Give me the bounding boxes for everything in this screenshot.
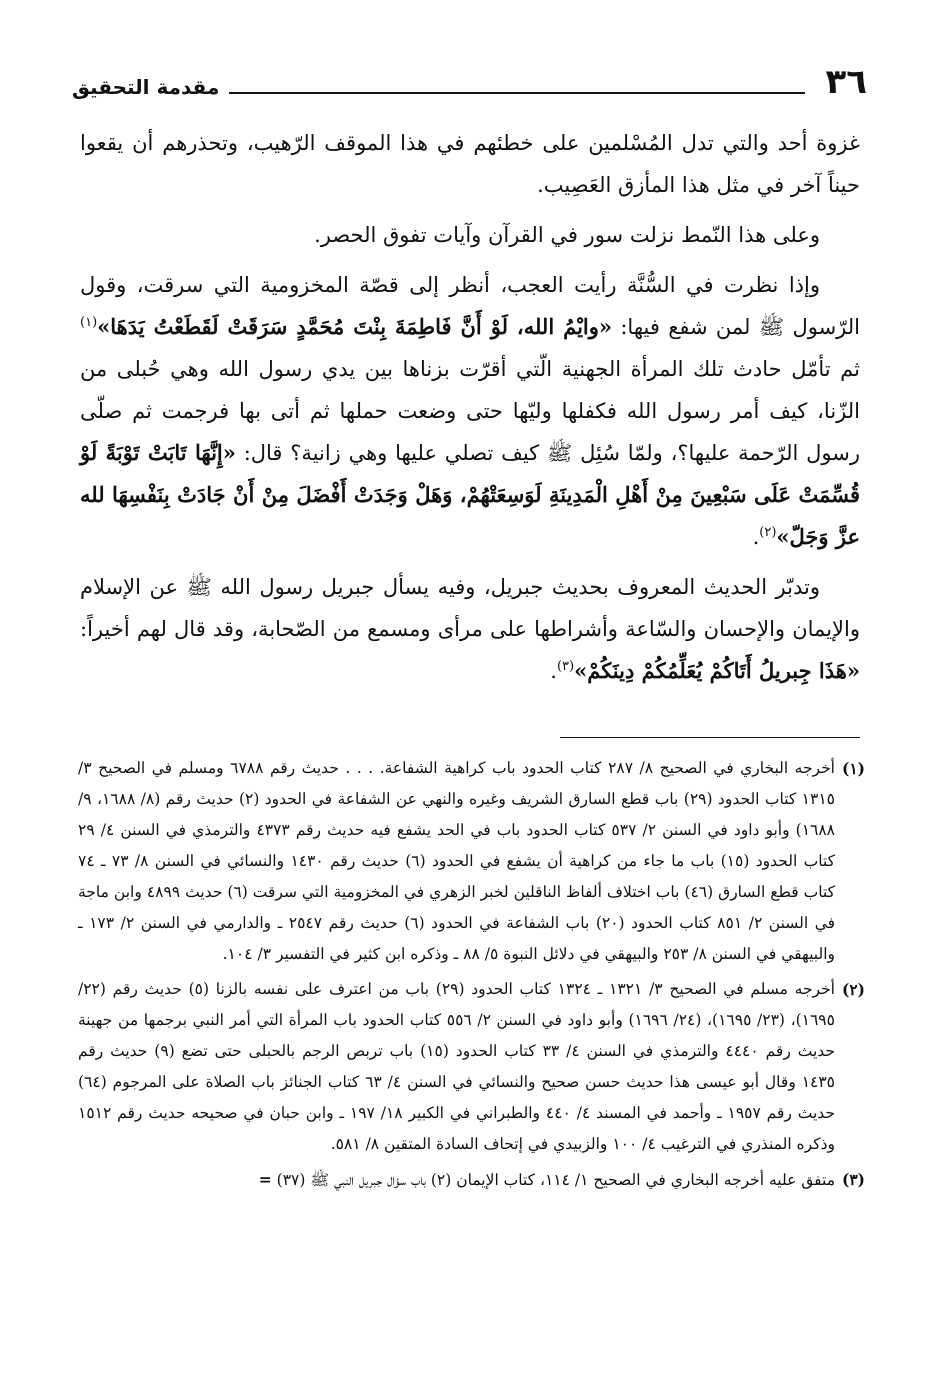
paragraph-4-end: . [550, 659, 557, 683]
header-rule [229, 92, 805, 94]
hadith-quote-3: «هَذَا جِبريلُ أَتَاكُمْ يُعَلِّمُكُمْ دِينَكُمْ» [574, 658, 860, 683]
paragraph-4 [80, 566, 860, 692]
running-title: مقدمة التحقيق [72, 75, 220, 99]
paragraph-3 [80, 264, 860, 558]
footnote-separator [560, 737, 860, 738]
footnote-2 [78, 974, 865, 1160]
footnote-text: أخرجه البخاري في الصحيح ٨/ ٢٨٧ كتاب الحدود باب كراهية الشفاعة. . . . حديث رقم ٦٧٨٨ ومسلم في الصحيح ٣/ ١٣١٥ كتاب الحدود (٢٩) باب قطع السارق الشريف وغيره والنهي عن الشفاعة في الحدود (٢) حديث رقم (٨/ ١٦٨٨، ٩/ ١٦٨٨) وأبو داود في السنن ٢/ ٥٣٧ كتاب الحدود باب في الحد يشفع فيه حديث رقم ٤٣٧٣ والترمذي في السنن ٤/ ٢٩ كتاب الحدود (١٥) باب ما جاء من كراهية أن يشفع في الحدود (٦) حديث رقم ١٤٣٠ والنسائي في السنن ٨/ ٧٣ ـ ٧٤ كتاب قطع السارق (٤٦) باب اختلاف ألفاظ الناقلين لخبر الزهري في المخزومية التي سرقت (٦) حديث ٤٨٩٩ وابن ماجة في السنن ٢/ ٨٥١ كتاب الحدود (٢٠) باب الشفاعة في الحدود (٦) حديث رقم ٢٥٤٧ ـ والدارمي في السنن ٢/ ١٧٣ ـ والبيهقي في السنن ٨/ ٢٥٣ والبيهقي في دلائل النبوة ٥/ ٨٨ ـ وذكره ابن كثير في التفسير ٣/ ١٠٤. [78, 759, 836, 963]
footnotes [78, 753, 865, 1200]
hadith-quote-2: «إِنَّهَا تَابَتْ تَوْبَةً لَوْ قُسِّمَتْ عَلَى سَبْعِينَ مِنْ أَهْلِ الْمَدِينَةِ لَوَسِعَتْهُمْ، وَهَلْ وَجَدَتْ أَفْضَلَ مِنْ أَنْ جَادَتْ بِنَفْسِهَا لله عزَّ وَجَلّ» [80, 440, 860, 549]
paragraph-4-text-a: وتدبّر الحديث المعروف بحديث جبريل، وفيه يسأل جبريل رسول الله ﷺ عن الإسلام والإيمان والإحسان والسّاعة وأشراطها على مرأى ومسمع من الصّحابة، وقد قال لهم أخيراً: [80, 575, 860, 641]
footnote-ref-3: (٣) [556, 659, 575, 674]
footnote-text: متفق عليه أخرجه البخاري في الصحيح ١/ ١١٤، كتاب الإيمان (٢) باب سؤال جبريل النبي ﷺ (٣٧) [276, 1171, 835, 1189]
footnote-number: (٣) [841, 1170, 865, 1189]
footnote-3 [78, 1164, 865, 1196]
footnote-ref-1: (١) [80, 315, 98, 330]
footnote-number: (٢) [841, 980, 865, 999]
page-header [72, 56, 867, 102]
footnote-number: (١) [841, 759, 865, 778]
footnote-text: أخرجه مسلم في الصحيح ٣/ ١٣٢١ ـ ١٣٢٤ كتاب الحدود (٢٩) باب من اعترف على نفسه بالزنا (٥) حديث رقم (٢٢/ ١٦٩٥)، (٢٣/ ١٦٩٥)، (٢٤/ ١٦٩٦) وأبو داود في السنن ٢/ ٥٥٦ كتاب الحدود باب المرأة التي أمر النبي برجمها من جهينة حديث رقم ٤٤٤٠ والترمذي في السنن ٤/ ٣٣ كتاب الحدود (١٥) باب تربص الرجم بالحبلى حتى تضع (٩) حديث رقم ١٤٣٥ وقال أبو عيسى هذا حديث حسن صحيح والنسائي في السنن ٤/ ٦٣ كتاب الجنائز باب الصلاة على المرجوم (٦٤) حديث رقم ١٩٥٧ ـ وأحمد في المسند ٤/ ٤٤٠ والطبراني في الكبير ١٨/ ١٩٧ ـ وابن حبان في صحيحه حديث رقم ١٥١٢ وذكره المنذري في الترغيب ٤/ ١٠٠ والزبيدي في إتحاف السادة المتقين ٨/ ٥٨١. [78, 980, 835, 1153]
paragraph-3-end: . [752, 525, 760, 549]
continuation-mark: = [258, 1170, 272, 1189]
footnote-ref-2: (٢) [759, 525, 777, 540]
paragraph-3-text-b: ثم تأمّل حادث تلك المرأة الجهنية الّتي أقرّت بزناها بين يدي رسول الله وهي حُبلى من الزّنا، كيف أمر رسول الله فكفلها وليّها حتى وضعت حملها ثم أتى بها فرجمت ثم صلّى رسول الرّحمة عليها؟، ولمّا سُئِل ﷺ كيف تصلي عليها وهي زانية؟ قال: [80, 357, 861, 465]
paragraph-2: وعلى هذا النّمط نزلت سور في القرآن وآيات تفوق الحصر. [314, 223, 820, 247]
paragraph-1: غزوة أحد والتي تدل المُسْلمين على خطئهم في هذا الموقف الرّهيب، وتحذرهم أن يقعوا حيناً آخر في مثل هذا المأزق العَصِيب. [80, 131, 860, 197]
paragraph-3-text-a: وإذا نظرت في السُّنَّة رأيت العجب، أنظر إلى قصّة المخزومية التي سرقت، وقول الرّسول ﷺ لمن شفع فيها: [80, 273, 860, 339]
footnote-1 [78, 753, 865, 970]
main-text [80, 122, 860, 700]
hadith-quote-1: «وايْمُ الله، لَوْ أَنَّ فَاطِمَةَ بِنْتَ مُحَمَّدٍ سَرَقَتْ لَقَطَعْتُ يَدَهَا» [97, 314, 613, 339]
page-number: ٣٦ [825, 62, 867, 102]
